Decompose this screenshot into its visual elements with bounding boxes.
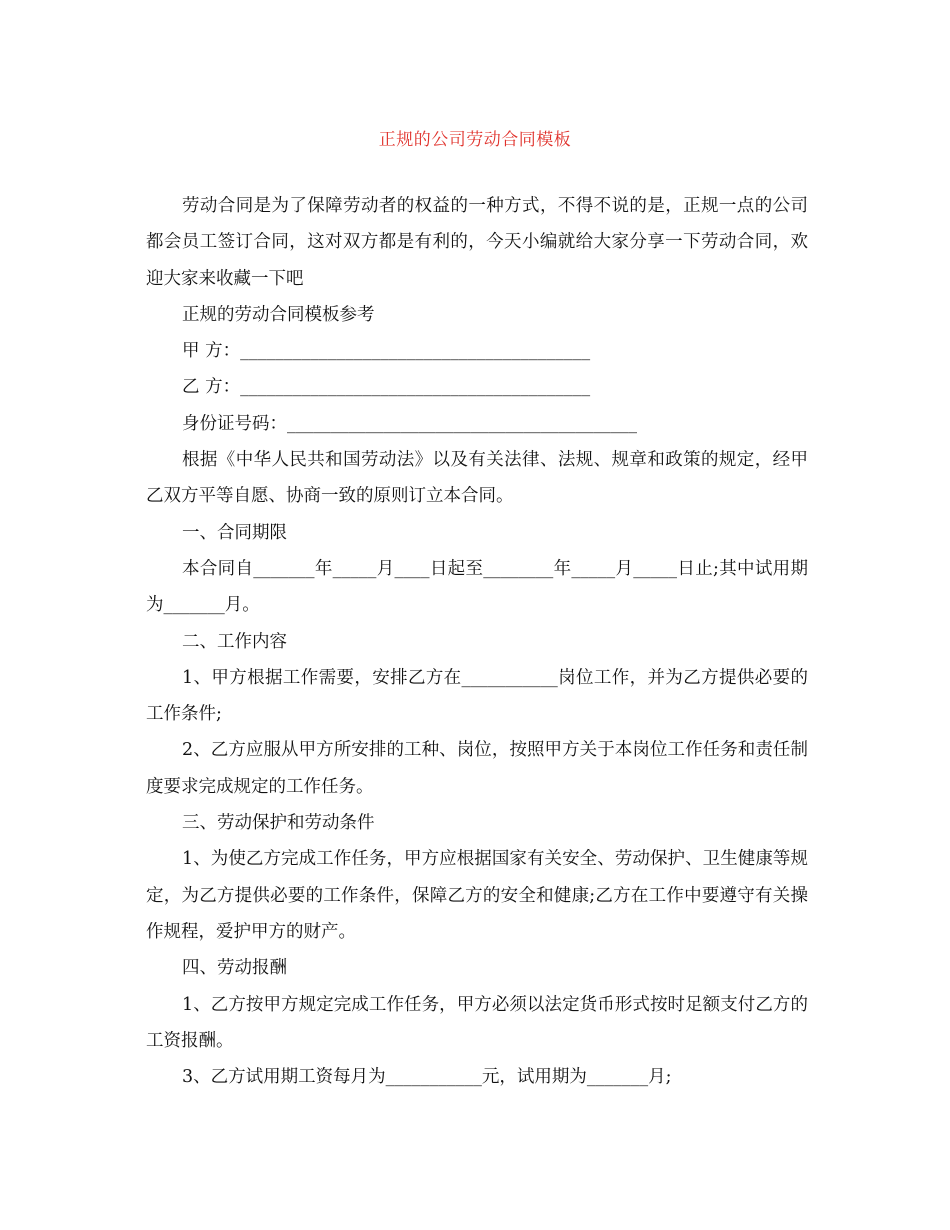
section-heading-protection: 三、劳动保护和劳动条件: [182, 813, 375, 834]
template-reference-heading: 正规的劳动合同模板参考: [182, 304, 375, 325]
work-content-item-2: 2、乙方应服从甲方所安排的工种、岗位，按照甲方关于本岗位工作任务和责任制度要求完成规定的工作任务。: [146, 740, 808, 797]
remuneration-item-1: 1、乙方按甲方规定完成工作任务，甲方必须以法定货币形式按时足额支付乙方的工资报酬。: [146, 994, 808, 1051]
work-content-item-1: 1、甲方根据工作需要，安排乙方在___________岗位工作，并为乙方提供必要的工作条件;: [146, 667, 808, 725]
intro-paragraph: 劳动合同是为了保障劳动者的权益的一种方式，不得不说的是，正规一点的公司都会员工签订合同，这对双方都是有利的，今天小编就给大家分享一下劳动合同，欢迎大家来收藏一下吧: [146, 196, 808, 289]
section-heading-term: 一、合同期限: [182, 522, 287, 543]
section-heading-remuneration: 四、劳动报酬: [182, 958, 287, 979]
party-a-field: 甲 方：________________________________________: [182, 341, 591, 362]
remuneration-item-3: 3、乙方试用期工资每月为___________元，试用期为_______月;: [182, 1067, 672, 1088]
contract-term-paragraph: 本合同自_______年_____月____日起至________年_____月_____日止;其中试用期为_______月。: [146, 558, 808, 616]
section-heading-work-content: 二、工作内容: [182, 631, 287, 652]
party-b-field: 乙 方：________________________________________: [182, 377, 591, 398]
id-number-field: 身份证号码：________________________________________: [182, 413, 637, 434]
protection-item-1: 1、为使乙方完成工作任务，甲方应根据国家有关安全、劳动保护、卫生健康等规定，为乙方提供必要的工作条件，保障乙方的安全和健康;乙方在工作中要遵守有关操作规程，爱护甲方的财产。: [146, 849, 808, 942]
legal-basis-paragraph: 根据《中华人民共和国劳动法》以及有关法律、法规、规章和政策的规定，经甲乙双方平等自愿、协商一致的原则订立本合同。: [146, 450, 808, 507]
document-title: 正规的公司劳动合同模板: [378, 130, 572, 150]
document-body: [146, 188, 808, 1095]
